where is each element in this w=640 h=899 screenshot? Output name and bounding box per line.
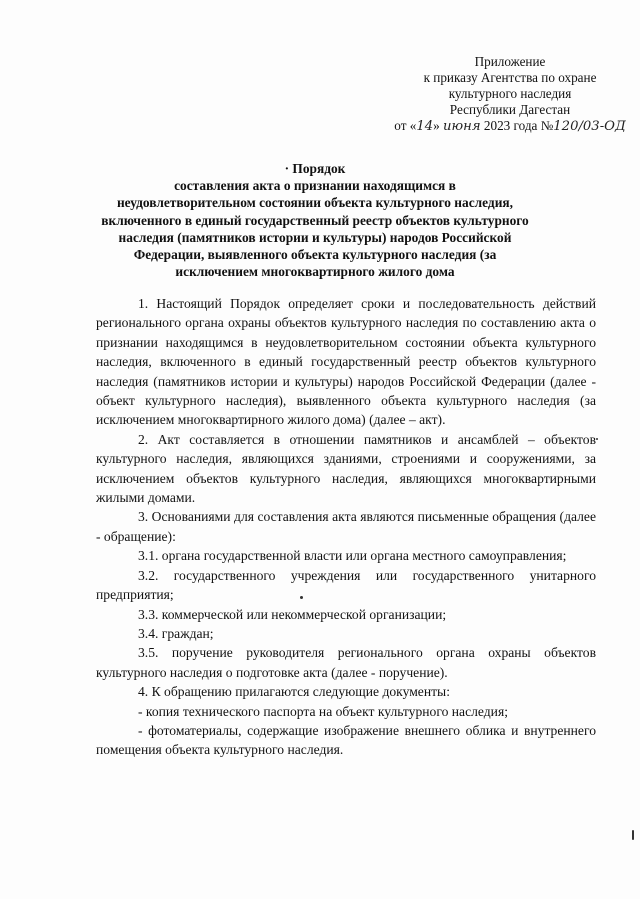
title-line-1: · Порядок bbox=[284, 161, 346, 176]
title-line-7: исключением многоквартирного жилого дома bbox=[175, 264, 455, 280]
paragraph-1: 1. Настоящий Порядок определяет сроки и последовательность действий регионального органа охраны объектов культурного наследия по составлению акта о признании находящимся в неудовлетворительном состоянии объекта культурного наследия, включенного в единый государственный реестр объектов культурного наследия (памятников истории и культуры) народов Российской Федерации (далее - объект культурного наследия), выявленного объекта культурного наследия (за исключением многоквартирного жилого дома) (далее – акт). bbox=[96, 296, 596, 428]
document-title bbox=[100, 160, 530, 280]
paragraph-3: 3. Основаниями для составления акта являются письменные обращения (далее - обращение): bbox=[96, 509, 596, 544]
paragraph-3-1: 3.1. органа государственной власти или органа местного самоуправления; bbox=[138, 548, 567, 564]
scan-speck bbox=[632, 830, 634, 840]
scan-speck bbox=[596, 438, 598, 440]
paragraph-3-4: 3.4. граждан; bbox=[138, 625, 214, 641]
appendix-line-4: Республики Дагестан bbox=[449, 102, 571, 117]
title-line-3: неудовлетворительном состоянии объекта культурного наследия, bbox=[116, 195, 514, 211]
handwritten-month: июня bbox=[443, 119, 481, 134]
appendix-line-1: Приложение bbox=[474, 54, 546, 69]
appendix-line-2: к приказу Агентства по охране bbox=[423, 70, 597, 85]
title-line-6: Федерации, выявленного объекта культурного наследия (за bbox=[133, 247, 497, 263]
date-mid: » bbox=[433, 118, 440, 133]
paragraph-4: 4. К обращению прилагаются следующие документы: bbox=[138, 684, 450, 700]
appendix-block bbox=[390, 54, 630, 135]
paragraph-3-2: 3.2. государственного учреждения или государственного унитарного предприятия; bbox=[96, 567, 596, 603]
year-text: 2023 года № bbox=[483, 118, 554, 133]
paragraph-4-2: - фотоматериалы, содержащие изображение внешнего облика и внутреннего помещения объекта культурного наследия. bbox=[96, 722, 596, 758]
handwritten-number: 120/03-ОД bbox=[553, 119, 626, 134]
title-line-5: наследия (памятников истории и культуры) народов Российской bbox=[118, 229, 512, 245]
scan-speck bbox=[300, 596, 303, 599]
paragraph-3-3: 3.3. коммерческой или некоммерческой организации; bbox=[138, 606, 447, 622]
paragraph-3-5: 3.5. поручение руководителя регионального органа охраны объектов культурного наследия о подготовке акта (далее - поручение). bbox=[96, 645, 596, 680]
appendix-line-3: культурного наследия bbox=[448, 86, 572, 101]
title-line-2: составления акта о признании находящимся в bbox=[174, 178, 456, 194]
date-prefix: от « bbox=[394, 118, 417, 133]
title-line-4: включенного в единый государственный реестр объектов культурного bbox=[101, 212, 529, 228]
document-body bbox=[96, 294, 596, 760]
paragraph-2: 2. Акт составляется в отношении памятников и ансамблей – объектов культурного наследия, являющихся зданиями, строениями и сооружениями, за исключением объектов культурного наследия, являющихся многоквартирными жилыми домами. bbox=[96, 431, 596, 506]
paragraph-4-1: - копия технического паспорта на объект культурного наследия; bbox=[138, 703, 508, 719]
handwritten-day: 14 bbox=[416, 119, 434, 134]
appendix-date-line bbox=[390, 118, 630, 135]
